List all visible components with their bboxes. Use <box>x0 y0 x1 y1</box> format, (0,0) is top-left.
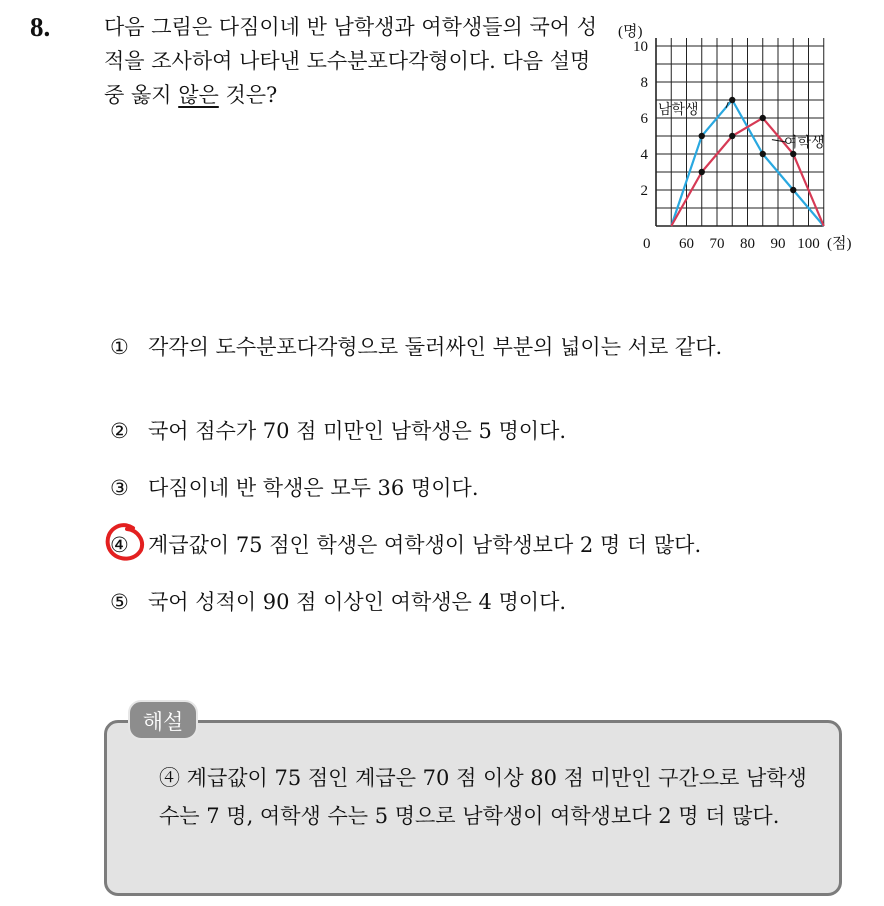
choice-2-text: 국어 점수가 70 점 미만인 남학생은 5 명이다. <box>148 419 567 443</box>
question-text-before: 다음 그림은 다짐이네 반 남학생과 여학생들의 국어 성적을 조사하여 나타낸 도수분포다각형이다. 다음 설명 중 옳지 <box>104 15 598 107</box>
y-tick-label: 4 <box>640 147 648 163</box>
data-point-girls <box>790 151 796 157</box>
question-number: 8. <box>30 12 51 42</box>
frequency-polygon-chart <box>612 14 872 264</box>
y-tick-label: 10 <box>633 39 648 55</box>
choice-2[interactable] <box>110 414 828 448</box>
x-tick-label: 100 <box>797 236 820 252</box>
choice-1-mark: ① <box>110 335 129 359</box>
data-point-girls <box>760 115 766 121</box>
data-point-girls <box>729 133 735 139</box>
y-axis-unit: (명) <box>618 24 643 40</box>
explanation-tab: 해설 <box>128 700 198 740</box>
x-tick-label: 70 <box>709 236 725 252</box>
data-point-boys <box>790 187 796 193</box>
choice-4-text: 계급값이 75 점인 학생은 여학생이 남학생보다 2 명 더 많다. <box>148 533 702 557</box>
y-tick-label: 8 <box>640 75 648 91</box>
legend-boys: 남학생 <box>658 102 699 118</box>
x-tick-label: 60 <box>679 236 694 252</box>
choice-3-mark: ③ <box>110 476 129 500</box>
x-tick-label: 80 <box>740 236 755 252</box>
choice-5-mark: ⑤ <box>110 590 129 614</box>
data-point-boys <box>760 151 766 157</box>
choice-1-text: 각각의 도수분포다각형으로 둘러싸인 부분의 넓이는 서로 같다. <box>148 335 723 359</box>
question-text-after: 것은? <box>218 83 278 107</box>
choice-5-text: 국어 성적이 90 점 이상인 여학생은 4 명이다. <box>148 590 567 614</box>
y-tick-label: 2 <box>640 183 648 199</box>
explanation-text: ④ 계급값이 75 점인 계급은 70 점 이상 80 점 미만인 구간으로 남학생 수는 7 명, 여학생 수는 5 명으로 남학생이 여학생보다 2 명 더 많다. <box>159 766 807 828</box>
y-tick-label: 6 <box>640 111 648 127</box>
x-tick-label: 90 <box>770 236 786 252</box>
choice-3-text: 다짐이네 반 학생은 모두 36 명이다. <box>148 476 479 500</box>
data-point-boys <box>699 133 705 139</box>
choice-5[interactable] <box>110 585 828 619</box>
question-underlined-word: 않은 <box>178 83 219 107</box>
origin-label: 0 <box>643 236 651 252</box>
choice-2-mark: ② <box>110 419 129 443</box>
choice-3[interactable] <box>110 471 828 505</box>
choice-4-mark: ④ <box>110 533 129 557</box>
data-point-girls <box>699 169 705 175</box>
legend-girls: 여학생 <box>784 135 825 151</box>
data-point-boys <box>729 97 735 103</box>
question-text <box>104 10 604 112</box>
choice-1[interactable] <box>110 330 828 364</box>
choice-4[interactable] <box>110 528 828 562</box>
x-axis-unit: (점) <box>827 236 852 252</box>
answer-circle-mark <box>103 522 145 564</box>
explanation-box <box>104 720 842 896</box>
